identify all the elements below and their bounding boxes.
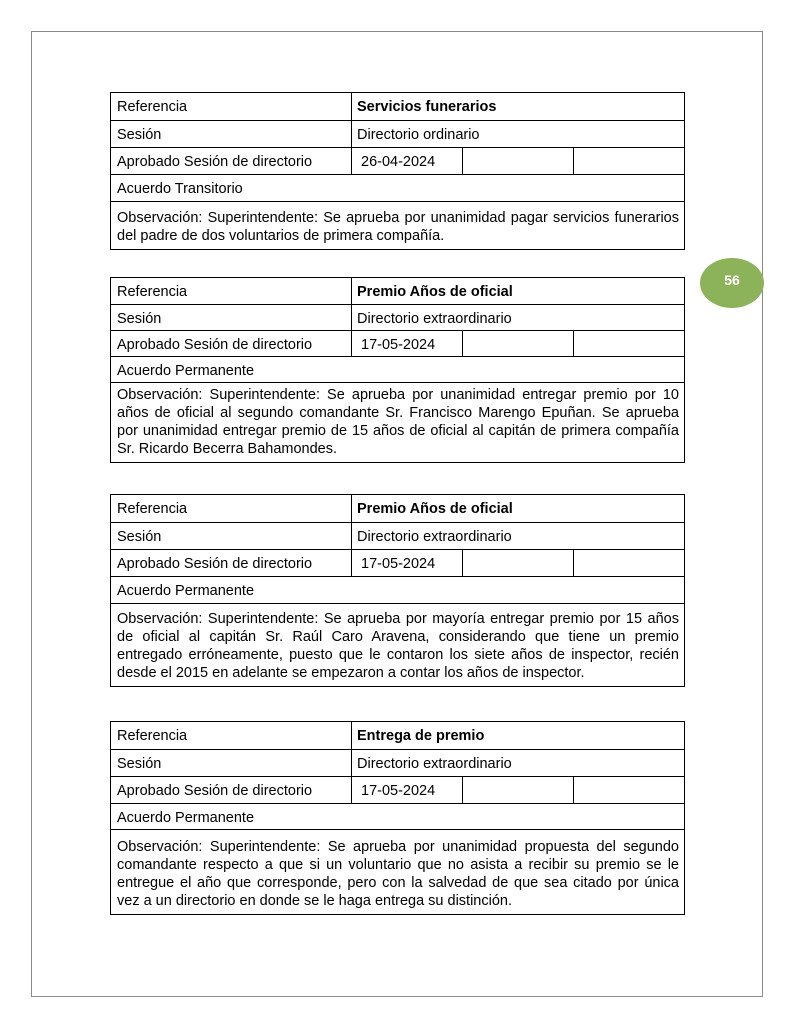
reference-row <box>111 722 684 749</box>
reference-label: Referencia <box>111 93 352 120</box>
session-label: Sesión <box>111 750 352 776</box>
approved-date: 17-05-2024 <box>352 550 463 576</box>
record-table <box>110 494 685 687</box>
session-row <box>111 120 684 147</box>
observation-text: Observación: Superintendente: Se aprueba por unanimidad pagar servicios funerarios del padre de dos voluntarios de primera compañía. <box>111 201 684 249</box>
approved-label: Aprobado Sesión de directorio <box>111 148 352 174</box>
record-table <box>110 721 685 915</box>
reference-value: Premio Años de oficial <box>357 284 513 300</box>
page-number-badge: 56 <box>700 258 764 308</box>
agreement-type: Acuerdo Transitorio <box>117 181 243 197</box>
session-value: Directorio ordinario <box>357 127 480 143</box>
approved-label: Aprobado Sesión de directorio <box>111 331 352 356</box>
observation-text: Observación: Superintendente: Se aprueba por unanimidad entregar premio por 10 años de oficial al segundo comandante Sr. Francisco Marengo Epuñan. Se aprueba por unanimidad entregar premio de 15 años de oficial al capitán de primera compañía Sr. Ricardo Becerra Bahamondes. <box>111 382 684 462</box>
approved-row <box>111 549 684 576</box>
empty-cell <box>463 148 574 174</box>
approved-date: 26-04-2024 <box>352 148 463 174</box>
agreement-row <box>111 174 684 201</box>
reference-label: Referencia <box>111 495 352 522</box>
approved-label: Aprobado Sesión de directorio <box>111 777 352 803</box>
reference-label: Referencia <box>111 722 352 749</box>
agreement-row <box>111 576 684 603</box>
empty-cell <box>463 777 574 803</box>
reference-value: Servicios funerarios <box>357 99 497 115</box>
empty-cell <box>574 148 684 174</box>
reference-value: Entrega de premio <box>357 728 485 744</box>
empty-cell <box>574 331 684 356</box>
approved-row <box>111 147 684 174</box>
empty-cell <box>574 550 684 576</box>
approved-label: Aprobado Sesión de directorio <box>111 550 352 576</box>
reference-row <box>111 278 684 304</box>
reference-row <box>111 495 684 522</box>
approved-row <box>111 330 684 356</box>
approved-row <box>111 776 684 803</box>
agreement-type: Acuerdo Permanente <box>117 810 255 826</box>
record-table <box>110 277 685 463</box>
reference-label: Referencia <box>111 278 352 304</box>
empty-cell <box>574 777 684 803</box>
agreement-row <box>111 803 684 829</box>
approved-date: 17-05-2024 <box>352 331 463 356</box>
session-row <box>111 749 684 776</box>
session-row <box>111 304 684 330</box>
session-label: Sesión <box>111 523 352 549</box>
session-value: Directorio extraordinario <box>357 756 512 772</box>
agreement-type: Acuerdo Permanente <box>117 363 255 379</box>
empty-cell <box>463 331 574 356</box>
observation-text: Observación: Superintendente: Se aprueba por unanimidad propuesta del segundo comandante respecto a que si un voluntario que no asista a recibir su premio se le entregue el año que corresponde, pero con la salvedad de que sea citado por única vez a un directorio en donde se le haga entrega su distinción. <box>111 829 684 914</box>
empty-cell <box>463 550 574 576</box>
reference-row <box>111 93 684 120</box>
record-table <box>110 92 685 250</box>
agreement-type: Acuerdo Permanente <box>117 583 255 599</box>
agreement-row <box>111 356 684 382</box>
reference-value: Premio Años de oficial <box>357 501 513 517</box>
session-value: Directorio extraordinario <box>357 529 512 545</box>
session-label: Sesión <box>111 305 352 330</box>
session-label: Sesión <box>111 121 352 147</box>
approved-date: 17-05-2024 <box>352 777 463 803</box>
session-row <box>111 522 684 549</box>
session-value: Directorio extraordinario <box>357 311 512 327</box>
observation-text: Observación: Superintendente: Se aprueba por mayoría entregar premio por 15 años de oficial al capitán Sr. Raúl Caro Aravena, considerando que tiene un premio entregado erróneamente, puesto que le contaron los siete años de inspector, recién desde el 2015 en adelante se empezaron a contar los años de inspector. <box>111 603 684 686</box>
